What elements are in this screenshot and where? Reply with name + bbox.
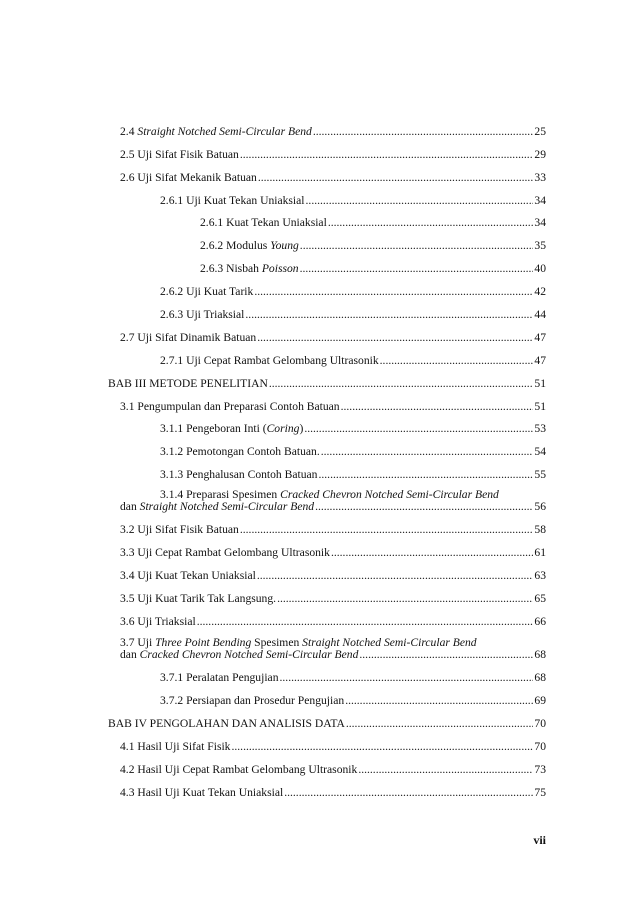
toc-page-number: 56 xyxy=(534,500,546,513)
toc-entry xyxy=(120,642,546,662)
toc-page-number: 47 xyxy=(534,354,546,367)
toc-entry xyxy=(120,734,546,754)
leader-dots xyxy=(315,500,533,514)
toc-page-number: 54 xyxy=(534,445,546,458)
toc-entry xyxy=(160,439,546,459)
toc-entry xyxy=(160,688,546,708)
toc-entry xyxy=(120,517,546,537)
toc-entry-title: 4.1 Hasil Uji Sifat Fisik xyxy=(120,740,231,753)
toc-entry-title: 3.2 Uji Sifat Fisik Batuan xyxy=(120,523,239,536)
leader-dots xyxy=(257,569,534,583)
leader-dots xyxy=(254,285,533,299)
toc-entry xyxy=(120,563,546,583)
toc-page-number: 73 xyxy=(534,763,546,776)
leader-dots xyxy=(269,377,534,391)
leader-dots xyxy=(240,523,534,537)
leader-dots xyxy=(277,592,533,606)
toc-page-number: 68 xyxy=(534,671,546,684)
toc-page-number: 70 xyxy=(534,717,546,730)
toc-entry-title: 3.1 Pengumpulan dan Preparasi Contoh Batuan xyxy=(120,400,340,413)
leader-dots xyxy=(318,468,533,482)
toc-entry xyxy=(160,279,546,299)
leader-dots xyxy=(300,262,534,276)
leader-dots xyxy=(313,125,534,139)
toc-page-number: 40 xyxy=(534,262,546,275)
toc-entry-title: 3.7.1 Peralatan Pengujian xyxy=(160,671,279,684)
toc-entry xyxy=(120,142,546,162)
toc-page-number: 35 xyxy=(534,239,546,252)
toc-entry xyxy=(160,188,546,208)
toc-entry-line: 3.7 Uji Three Point Bending Spesimen Straight Notched Semi-Circular Bend xyxy=(120,636,477,649)
toc-entry-title: 2.6 Uji Sifat Mekanik Batuan xyxy=(120,171,257,184)
toc-entry-title: BAB IV PENGOLAHAN DAN ANALISIS DATA xyxy=(108,717,345,730)
toc-entry xyxy=(120,609,546,629)
toc-entry-line: 3.1.4 Preparasi Spesimen Cracked Chevron Notched Semi-Circular Bend xyxy=(160,488,499,501)
toc-entry xyxy=(160,416,546,436)
toc-entry-title: 2.6.3 Uji Triaksial xyxy=(160,308,245,321)
toc-entry-title: 4.3 Hasil Uji Kuat Tekan Uniaksial xyxy=(120,786,284,799)
toc-entry xyxy=(120,586,546,606)
toc-entry-title: 3.6 Uji Triaksial xyxy=(120,615,196,628)
leader-dots xyxy=(284,786,533,800)
leader-dots xyxy=(304,422,533,436)
toc-entry-title: 3.7.2 Persiapan dan Prosedur Pengujian xyxy=(160,694,345,707)
toc-entry xyxy=(120,394,546,414)
toc-page-number: 69 xyxy=(534,694,546,707)
toc-entry xyxy=(200,210,546,230)
toc-entry-title: 2.6.2 Uji Kuat Tarik xyxy=(160,285,254,298)
toc-entry xyxy=(120,494,546,514)
toc-page-number: 25 xyxy=(534,125,546,138)
toc-page-number: 61 xyxy=(534,546,546,559)
toc-entry-title: 2.5 Uji Sifat Fisik Batuan xyxy=(120,148,239,161)
toc-page-number: 66 xyxy=(534,615,546,628)
toc-entry-title: 2.6.2 Modulus Young xyxy=(200,239,299,252)
toc-page-number: 34 xyxy=(534,194,546,207)
leader-dots xyxy=(306,194,534,208)
toc-entry-title: 2.6.1 Kuat Tekan Uniaksial xyxy=(200,216,327,229)
toc-entry-title: 3.1.3 Penghalusan Contoh Batuan xyxy=(160,468,318,481)
toc-page-number: 42 xyxy=(534,285,546,298)
toc-entry-title: 2.6.1 Uji Kuat Tekan Uniaksial xyxy=(160,194,305,207)
toc-entry xyxy=(120,780,546,800)
toc-entry xyxy=(160,665,546,685)
leader-dots xyxy=(328,216,534,230)
leader-dots xyxy=(331,546,533,560)
toc-entry-title: 3.1.1 Pengeboran Inti (Coring) xyxy=(160,422,304,435)
toc-page-number: 34 xyxy=(534,216,546,229)
toc-page-number: 68 xyxy=(534,648,546,661)
leader-dots xyxy=(380,354,534,368)
leader-dots xyxy=(197,615,534,629)
toc-page-number: 51 xyxy=(534,400,546,413)
leader-dots xyxy=(240,148,534,162)
toc-page-number: 51 xyxy=(534,377,546,390)
leader-dots xyxy=(345,694,533,708)
toc-entry xyxy=(160,348,546,368)
toc-entry-title: BAB III METODE PENELITIAN xyxy=(108,377,268,390)
toc-page-number: 47 xyxy=(534,331,546,344)
toc-page-number: 29 xyxy=(534,148,546,161)
toc-entry-title: 3.3 Uji Cepat Rambat Gelombang Ultrasonik xyxy=(120,546,330,559)
leader-dots xyxy=(258,171,534,185)
leader-dots xyxy=(280,671,534,685)
toc-entry xyxy=(120,540,546,560)
toc-entry-title: 3.5 Uji Kuat Tarik Tak Langsung. xyxy=(120,592,277,605)
toc-entry-title: 2.7.1 Uji Cepat Rambat Gelombang Ultrasonik xyxy=(160,354,379,367)
toc-entry xyxy=(160,462,546,482)
page-number: vii xyxy=(533,833,546,847)
toc-page-number: 44 xyxy=(534,308,546,321)
toc-entry-title: 2.6.3 Nisbah Poisson xyxy=(200,262,299,275)
toc-entry xyxy=(120,757,546,777)
leader-dots xyxy=(321,445,534,459)
toc-page-number: 53 xyxy=(534,422,546,435)
toc-entry-title: 4.2 Hasil Uji Cepat Rambat Gelombang Ultrasonik xyxy=(120,763,358,776)
leader-dots xyxy=(346,717,534,731)
toc-entry xyxy=(120,165,546,185)
leader-dots xyxy=(358,763,533,777)
toc-page-number: 75 xyxy=(534,786,546,799)
leader-dots xyxy=(231,740,533,754)
toc-page-number: 55 xyxy=(534,468,546,481)
toc-page-number: 65 xyxy=(534,592,546,605)
toc-entry xyxy=(108,711,546,731)
leader-dots xyxy=(300,239,534,253)
toc-entry xyxy=(120,325,546,345)
toc-entry-title: 2.7 Uji Sifat Dinamik Batuan xyxy=(120,331,257,344)
toc-entry xyxy=(160,302,546,322)
toc-entry-title: dan Cracked Chevron Notched Semi-Circular Bend xyxy=(120,648,359,661)
leader-dots xyxy=(257,331,533,345)
toc-entry xyxy=(120,119,546,139)
toc-page-number: 58 xyxy=(534,523,546,536)
toc-entry xyxy=(200,233,546,253)
toc-entry-title: 3.4 Uji Kuat Tekan Uniaksial xyxy=(120,569,256,582)
toc-page-number: 70 xyxy=(534,740,546,753)
toc-entry-title: 3.1.2 Pemotongan Contoh Batuan. xyxy=(160,445,320,458)
leader-dots xyxy=(341,400,534,414)
toc-entry-title: 2.4 Straight Notched Semi-Circular Bend xyxy=(120,125,312,138)
toc-page-number: 63 xyxy=(534,569,546,582)
toc-entry-title: dan Straight Notched Semi-Circular Bend xyxy=(120,500,315,513)
leader-dots xyxy=(359,648,533,662)
toc-entry xyxy=(108,371,546,391)
toc-entry xyxy=(200,256,546,276)
leader-dots xyxy=(245,308,533,322)
toc-page-number: 33 xyxy=(534,171,546,184)
